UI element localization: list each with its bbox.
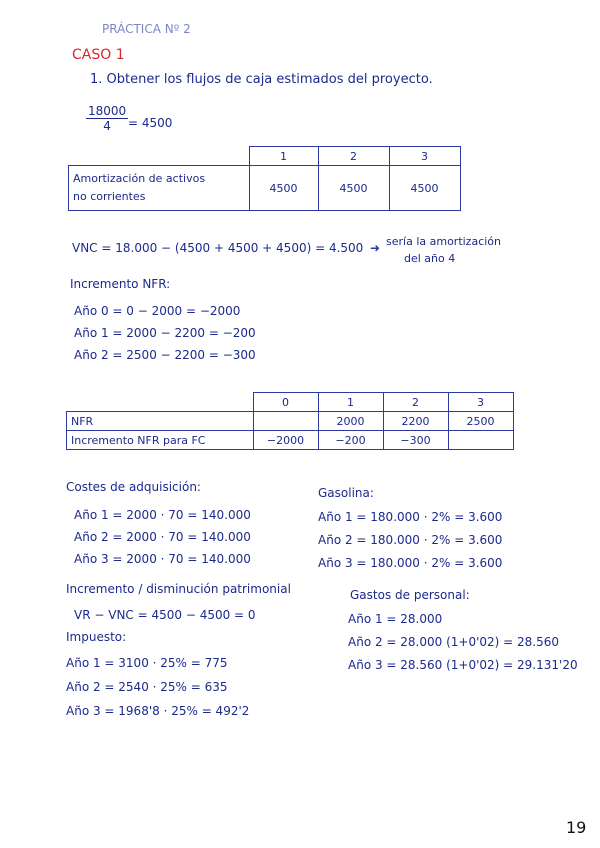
personal-line: Año 2 = 28.000 (1+0'02) = 28.560 [348, 635, 560, 649]
costes-line: Año 1 = 2000 · 70 = 140.000 [74, 508, 251, 522]
nfr-increment-line: Año 1 = 2000 − 2200 = −200 [74, 326, 256, 340]
amortization-table [68, 146, 461, 211]
vnc-formula: VNC = 18.000 − (4500 + 4500 + 4500) = 4.500 [72, 241, 364, 255]
table2-header-3: 3 [448, 393, 513, 412]
table2-row-label: NFR [67, 412, 254, 431]
impuesto-line: Año 1 = 3100 · 25% = 775 [66, 656, 228, 670]
table2-cell: 2000 [318, 412, 383, 431]
nfr-table [66, 392, 514, 450]
table1-header-1: 1 [249, 147, 318, 166]
gasolina-line: Año 3 = 180.000 · 2% = 3.600 [318, 556, 503, 570]
personal-line: Año 1 = 28.000 [348, 612, 443, 626]
table2-cell: −200 [318, 431, 383, 450]
question-statement: 1. Obtener los flujos de caja estimados del proyecto. [90, 72, 433, 87]
table1-cell-3: 4500 [389, 166, 460, 211]
division-result: = 4500 [128, 116, 173, 130]
impuesto-title: Impuesto: [66, 630, 127, 644]
table2-cell: −300 [383, 431, 448, 450]
arrow-right-icon: ➜ [370, 241, 381, 255]
case-title: CASO 1 [72, 47, 125, 63]
fraction-numerator: 18000 [88, 104, 127, 118]
table2-header-0: 0 [253, 393, 318, 412]
vnc-note-line1: sería la amortización [386, 235, 502, 248]
row-label-line1: Amortización de activos [73, 172, 206, 185]
patrimonial-line: VR − VNC = 4500 − 4500 = 0 [74, 608, 256, 622]
patrimonial-title: Incremento / disminución patrimonial [66, 582, 291, 596]
nfr-increment-title: Incremento NFR: [70, 277, 171, 291]
table2-header-2: 2 [383, 393, 448, 412]
row-label-line2: no corrientes [73, 190, 146, 203]
impuesto-line: Año 3 = 1968'8 · 25% = 492'2 [66, 704, 250, 718]
table1-header-3: 3 [389, 147, 460, 166]
practice-title: PRÁCTICA Nº 2 [102, 22, 191, 36]
personal-line: Año 3 = 28.560 (1+0'02) = 29.131'20 [348, 658, 578, 672]
nfr-increment-line: Año 0 = 0 − 2000 = −2000 [74, 304, 241, 318]
table1-cell-1: 4500 [249, 166, 318, 211]
table2-cell [253, 412, 318, 431]
costes-line: Año 3 = 2000 · 70 = 140.000 [74, 552, 251, 566]
table2-header-1: 1 [318, 393, 383, 412]
table2-cell: 2200 [383, 412, 448, 431]
fraction-denominator: 4 [103, 119, 111, 133]
table2-cell: 2500 [448, 412, 513, 431]
gasolina-title: Gasolina: [318, 486, 374, 500]
costes-line: Año 2 = 2000 · 70 = 140.000 [74, 530, 251, 544]
personal-title: Gastos de personal: [350, 588, 470, 602]
impuesto-line: Año 2 = 2540 · 25% = 635 [66, 680, 228, 694]
table2-row-label: Incremento NFR para FC [67, 431, 254, 450]
vnc-note-line2: del año 4 [404, 252, 456, 265]
nfr-increment-line: Año 2 = 2500 − 2200 = −300 [74, 348, 256, 362]
gasolina-line: Año 1 = 180.000 · 2% = 3.600 [318, 510, 503, 524]
table1-cell-2: 4500 [318, 166, 389, 211]
gasolina-line: Año 2 = 180.000 · 2% = 3.600 [318, 533, 503, 547]
page-number: 19 [566, 818, 587, 837]
costes-title: Costes de adquisición: [66, 480, 201, 494]
table1-row-label [69, 166, 250, 211]
table2-cell: −2000 [253, 431, 318, 450]
table1-header-2: 2 [318, 147, 389, 166]
table2-cell [448, 431, 513, 450]
division-fraction [86, 104, 128, 133]
